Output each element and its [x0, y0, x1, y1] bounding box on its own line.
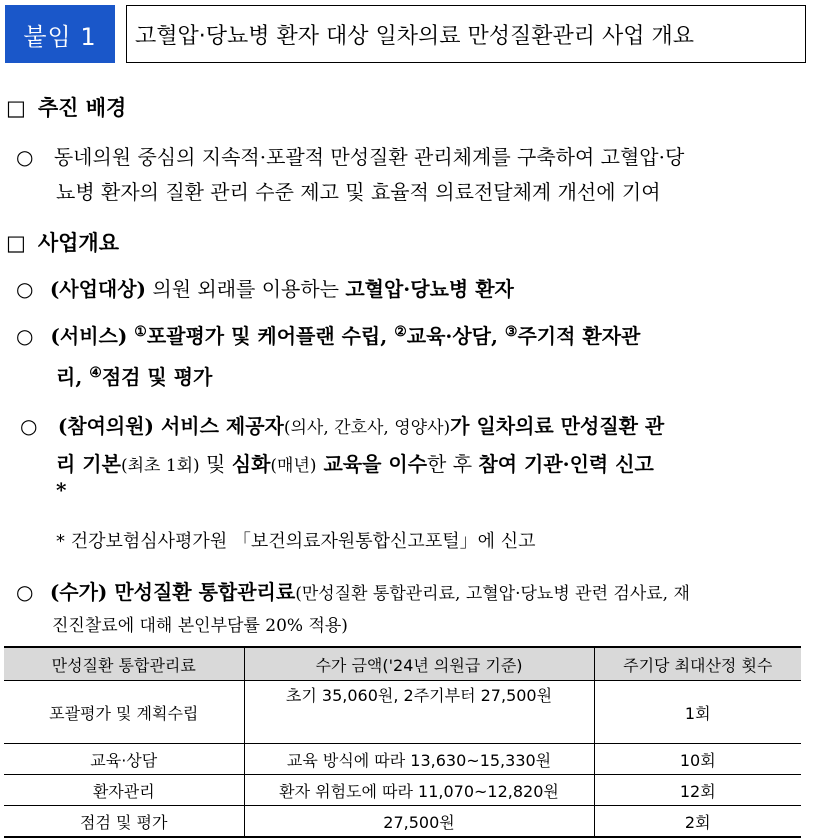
table-cell: 초기 35,060원, 2주기부터 27,500원 [244, 681, 594, 744]
square-bullet-icon: □ [6, 96, 26, 120]
table-cell: 12회 [594, 775, 801, 806]
table-cell: 포괄평가 및 계획수립 [4, 681, 244, 744]
table-cell: 환자관리 [4, 775, 244, 806]
service-bullet: ○ (서비스) ①포괄평가 및 케어플랜 수립, ②교육·상담, ③주기적 환자관 [16, 324, 641, 348]
table-row [4, 806, 801, 838]
table-cell: 교육 방식에 따라 13,630~15,330원 [244, 744, 594, 775]
table-cell: 1회 [594, 681, 801, 744]
section-heading-background: □ 추진 배경 [6, 95, 127, 120]
circle-bullet-icon: ○ [16, 145, 34, 169]
table-cell: 2회 [594, 806, 801, 838]
square-bullet-icon: □ [6, 231, 26, 255]
clinic-asterisk: * [56, 478, 67, 502]
table-cell: 교육·상담 [4, 744, 244, 775]
table-cell: 점검 및 평가 [4, 806, 244, 838]
table-cell: 27,500원 [244, 806, 594, 838]
footnote: * 건강보험심사평가원 「보건의료자원통합신고포털」에 신고 [56, 531, 536, 552]
circle-bullet-icon: ○ [16, 277, 34, 301]
table-cell: 10회 [594, 744, 801, 775]
clinic-bullet-cont: 리 기본(최초 1회) 및 심화(매년) 교육을 이수한 후 참여 기관·인력 신고 [56, 452, 654, 476]
background-bullet-cont: 뇨병 환자의 질환 관리 수준 제고 및 효율적 의료전달체계 개선에 기여 [56, 180, 661, 204]
background-bullet: ○ 동네의원 중심의 지속적·포괄적 만성질환 관리체계를 구축하여 고혈압·당 [16, 145, 685, 169]
service-bullet-cont: 리, ④점검 및 평가 [56, 365, 213, 389]
fee-bullet: ○ (수가) 만성질환 통합관리료(만성질환 통합관리료, 고혈압·당뇨병 관련 검사료, 재 [16, 580, 690, 604]
circle-bullet-icon: ○ [20, 414, 38, 438]
table-row [4, 775, 801, 806]
target-bullet: ○ (사업대상) 의원 외래를 이용하는 고혈압·당뇨병 환자 [16, 277, 514, 301]
table-row [4, 681, 801, 744]
fee-table [4, 646, 801, 838]
table-row [4, 744, 801, 775]
table-header-row [4, 647, 801, 681]
attachment-badge: 붙임 1 [5, 5, 115, 63]
table-header-cell: 수가 금액('24년 의원급 기준) [244, 647, 594, 681]
clinic-bullet: ○ (참여의원) 서비스 제공자(의사, 간호사, 영양사)가 일차의료 만성질환 관 [20, 414, 665, 438]
circle-bullet-icon: ○ [16, 324, 34, 348]
table-header-cell: 주기당 최대산정 횟수 [594, 647, 801, 681]
fee-bullet-cont: 진진찰료에 대해 본인부담률 20% 적용) [52, 616, 348, 636]
page-title: 고혈압·당뇨병 환자 대상 일차의료 만성질환관리 사업 개요 [126, 5, 806, 63]
section-heading-overview: □ 사업개요 [6, 230, 119, 255]
table-header-cell: 만성질환 통합관리료 [4, 647, 244, 681]
circle-bullet-icon: ○ [16, 580, 34, 604]
table-cell: 환자 위험도에 따라 11,070~12,820원 [244, 775, 594, 806]
